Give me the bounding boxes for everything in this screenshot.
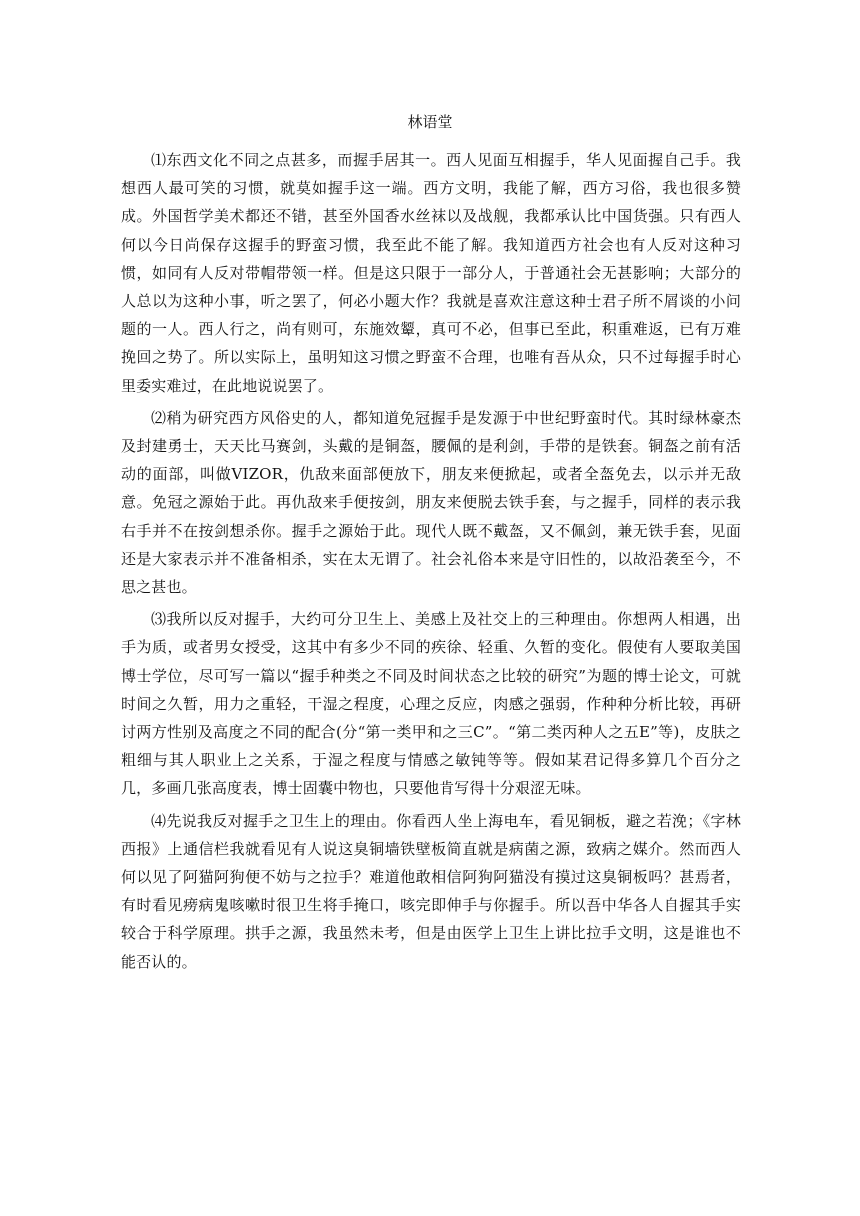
paragraph-1: ⑴东西文化不同之点甚多，而握手居其一。西人见面互相握手，华人见面握自己手。我想西人最可笑的习惯，就莫如握手这一端。西方文明，我能了解，西方习俗，我也很多赞成。外国哲学美术都还不错，甚至外国香水丝袜以及战舰，我都承认比中国货强。只有西人何以今日尚保存这握手的野蛮习惯，我至此不能了解。我知道西方社会也有人反对这种习惯，如同有人反对带帽带领一样。但是这只限于一部分人，于普通社会无甚影响；大部分的人总以为这种小事，听之罢了，何必小题大作？我就是喜欢注意这种士君子所不屑谈的小问题的一人。西人行之，尚有则可，东施效颦，真可不必，但事已至此，积重难返，已有万难挽回之势了。所以实际上，虽明知这习惯之野蛮不合理，也唯有吾从众，只不过每握手时心里委实难过，在此地说说罢了。	[121, 151, 741, 395]
essay-body	[121, 146, 741, 980]
paragraph-2: ⑵稍为研究西方风俗史的人，都知道免冠握手是发源于中世纪野蛮时代。其时绿林豪杰及封建勇士，天天比马赛剑，头戴的是铜盔，腰佩的是利剑，手带的是铁套。铜盔之前有活动的面部，叫做VIZOR，仇敌来面部便放下，朋友来便掀起，或者全盔免去，以示并无敌意。免冠之源始于此。再仇敌来手便按剑，朋友来便脱去铁手套，与之握手，同样的表示我右手并不在按剑想杀你。握手之源始于此。现代人既不戴盔，又不佩剑，兼无铁手套，见面还是大家表示并不准备相杀，实在太无谓了。社会礼俗本来是守旧性的，以故沿袭至今，不思之甚也。	[121, 408, 741, 597]
paragraph-4: ⑷先说我反对握手之卫生上的理由。你看西人坐上海电车，看见铜板，避之若浼；《字林西报》上通信栏我就看见有人说这臭铜墙铁壁板简直就是病菌之源，致病之媒介。然而西人何以见了阿猫阿狗便不妨与之拉手？难道他敢相信阿狗阿猫没有摸过这臭铜板吗？甚焉者，有时看见痨病鬼咳嗽时很卫生将手掩口，咳完即伸手与你握手。所以吾中华各人自握其手实较合于科学原理。拱手之源，我虽然未考，但是由医学上卫生上讲比拉手文明，这是谁也不能否认的。	[121, 811, 741, 971]
author-name: 林语堂	[407, 113, 453, 131]
paragraph-3: ⑶我所以反对握手，大约可分卫生上、美感上及社交上的三种理由。你想两人相遇，出手为质，或者男女授受，这其中有多少不同的疾徐、轻重、久暂的变化。假使有人要取美国博士学位，尽可写一篇以“握手种类之不同及时间状态之比较的研究”为题的博士论文，可就时间之久暂，用力之重轻，干湿之程度，心理之反应，肉感之强弱，作种种分析比较，再研讨两方性别及高度之不同的配合(分“第一类甲和之三C”。“第二类丙种人之五E”等)，皮肤之粗细与其人职业上之关系，于湿之程度与情感之敏钝等等。假如某君记得多算几个百分之几，多画几张高度表，博士固囊中物也，只要他肯写得十分艰涩无味。	[121, 610, 741, 798]
